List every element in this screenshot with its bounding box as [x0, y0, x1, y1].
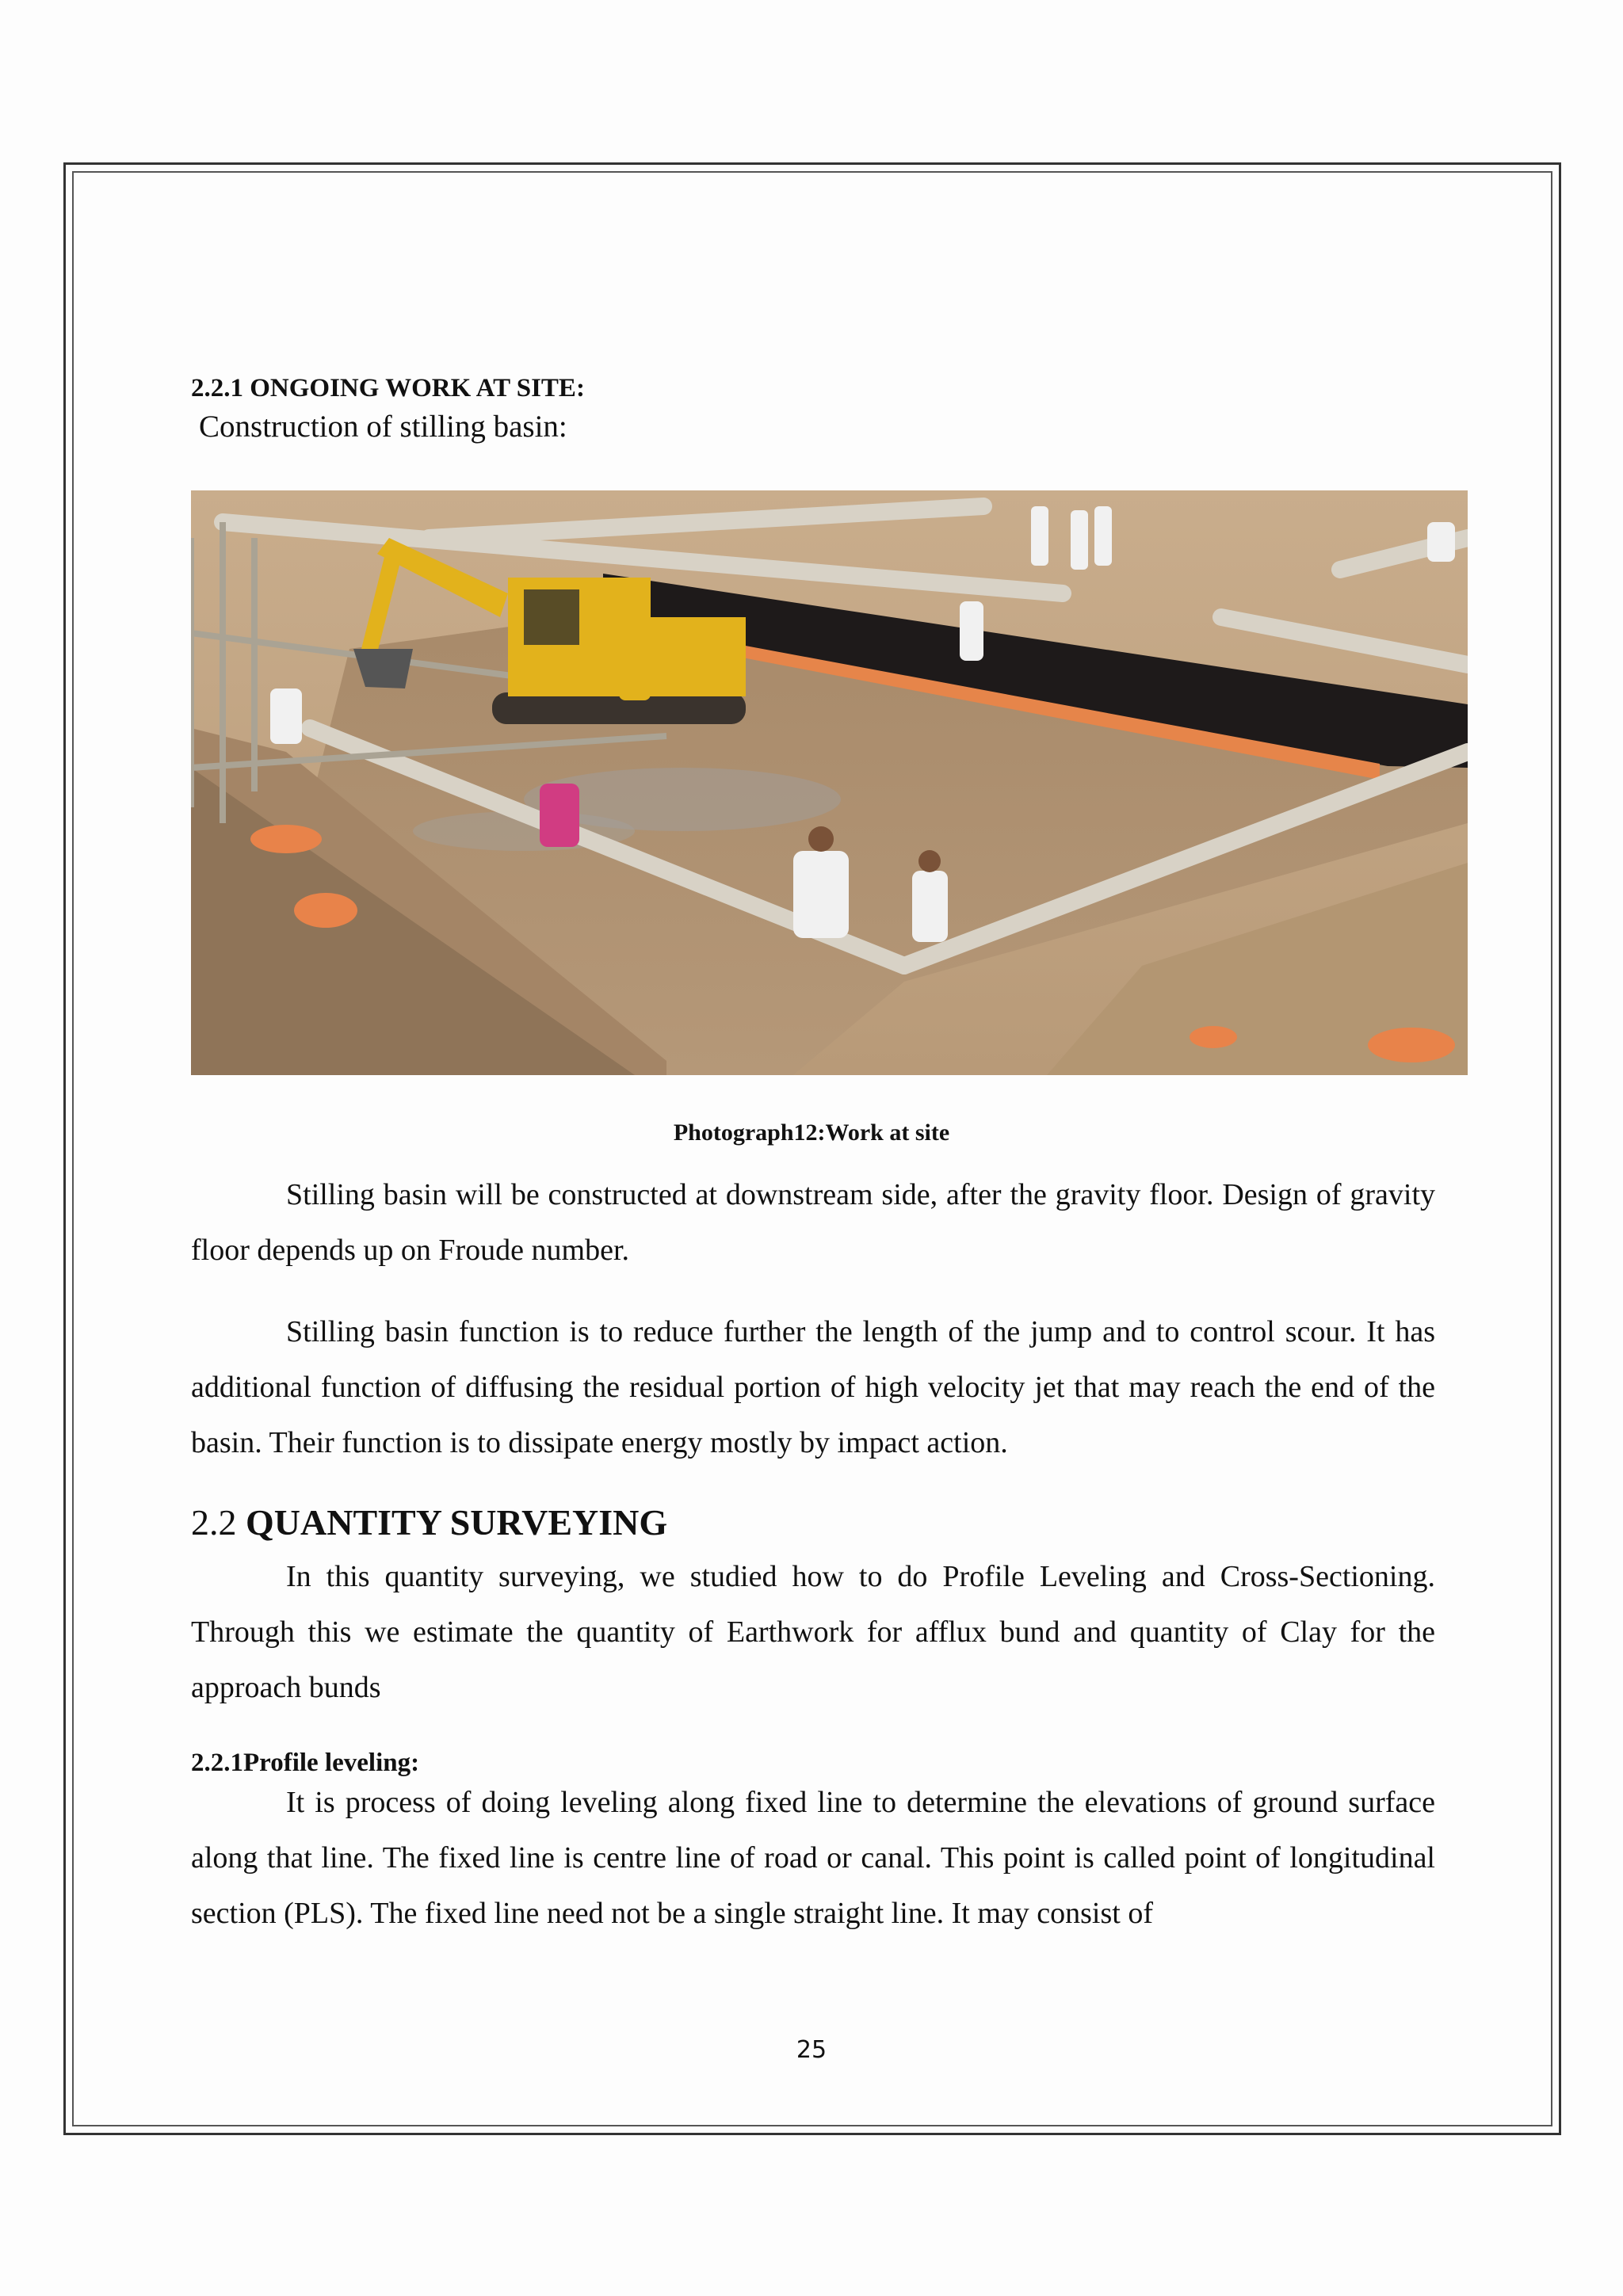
section-subtitle: Construction of stilling basin:	[199, 410, 567, 444]
site-photograph	[191, 490, 1468, 1075]
section-title: QUANTITY SURVEYING	[246, 1502, 668, 1543]
paragraph-profile-leveling: It is process of doing leveling along fixed line to determine the elevations of ground surface along that line. The fixed line is centre line of road or canal. This point is called point of longitudinal section (PLS). The fixed line need not be a single straight line. It may consist of	[191, 1786, 1435, 1930]
section-heading-profile-leveling: 2.2.1Profile leveling:	[191, 1749, 420, 1777]
paragraph-quantity-surveying: In this quantity surveying, we studied how to do Profile Leveling and Cross-Sectioning. Through this we estimate the quantity of Earthwork for afflux bund and quantity of Clay for the approach bunds	[191, 1560, 1435, 1704]
section-heading-ongoing-work: 2.2.1 ONGOING WORK AT SITE:	[191, 374, 585, 402]
construction-site-image	[191, 490, 1468, 1075]
paragraph-stilling-basin-function: Stilling basin function is to reduce further the length of the jump and to control scour. It has additional function of diffusing the residual portion of high velocity jet that may reach the end of the basin. Their function is to dissipate energy mostly by impact action.	[191, 1315, 1435, 1459]
paragraph-stilling-basin-location: Stilling basin will be constructed at downstream side, after the gravity floor. Design of gravity floor depends up on Froude number.	[191, 1178, 1435, 1267]
page-number: 25	[796, 2036, 827, 2064]
section-heading-quantity-surveying	[191, 1501, 667, 1543]
section-number: 2.2	[191, 1502, 237, 1543]
photo-caption: Photograph12:Work at site	[673, 1119, 950, 1146]
